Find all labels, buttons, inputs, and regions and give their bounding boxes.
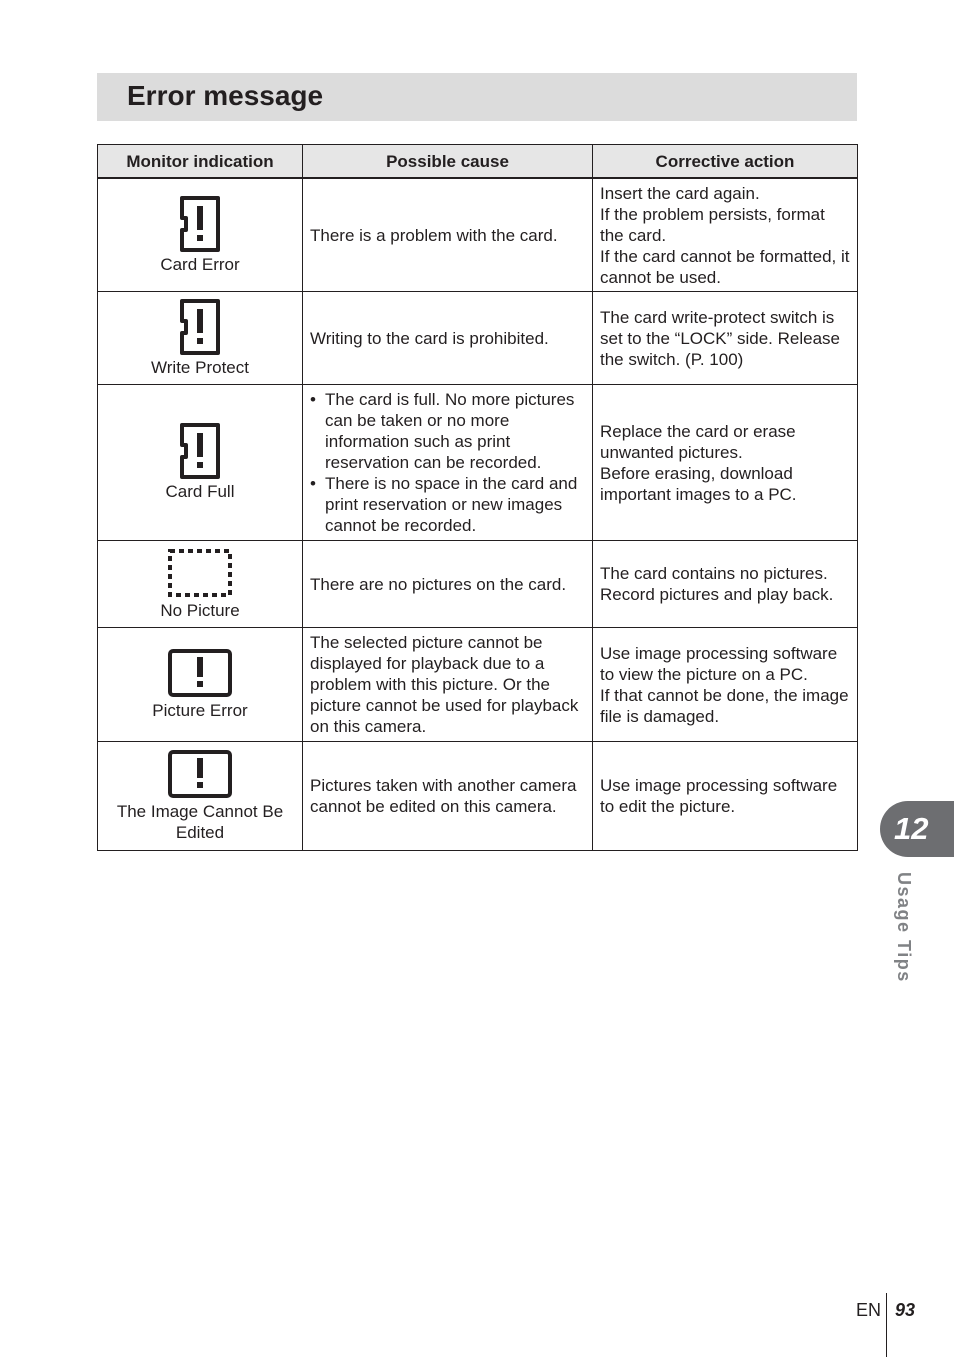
cause-bullet-list xyxy=(310,389,585,536)
monitor-indication-cell xyxy=(98,178,303,292)
table-row xyxy=(98,385,858,541)
monitor-indication-cell xyxy=(98,742,303,851)
card-error-icon xyxy=(178,196,222,252)
chapter-tab xyxy=(880,801,954,857)
chapter-label: Usage Tips xyxy=(894,872,914,983)
error-message-table xyxy=(97,144,858,851)
picture-error-icon xyxy=(167,648,233,698)
action-cell xyxy=(593,742,858,851)
indication-label: The Image Cannot Be Edited xyxy=(116,802,284,842)
action-line: If that cannot be done, the image file is damaged. xyxy=(600,685,849,726)
cause-cell: There is a problem with the card. xyxy=(303,178,593,292)
action-line: Insert the card again. xyxy=(600,183,760,203)
list-item: • There is no space in the card and print reservation or new images cannot be recorded. xyxy=(310,473,585,536)
action-line: Use image processing software to view the picture on a PC. xyxy=(600,643,838,684)
chapter-number: 12 xyxy=(894,811,929,846)
action-line: The card contains no pictures. xyxy=(600,564,828,583)
image-cannot-be-edited-icon xyxy=(167,749,233,799)
indication-label: Picture Error xyxy=(152,701,248,720)
section-title-bar xyxy=(97,73,857,121)
indication-label: Write Protect xyxy=(151,357,249,377)
action-line: Use image processing software to edit the picture. xyxy=(600,776,838,816)
footer-divider xyxy=(886,1293,887,1357)
action-line: The card write-protect switch is set to the “LOCK” side. Release the switch. (P. 100) xyxy=(600,307,841,369)
action-cell xyxy=(593,292,858,385)
write-protect-icon xyxy=(178,299,222,355)
cause-cell xyxy=(303,385,593,541)
action-cell xyxy=(593,541,858,628)
table-row xyxy=(98,742,858,851)
cause-cell: There are no pictures on the card. xyxy=(303,541,593,628)
table-row xyxy=(98,541,858,628)
list-item: • The card is full. No more pictures can be taken or no more information such as print reservation can be recorded. xyxy=(310,389,585,473)
action-line: Record pictures and play back. xyxy=(600,585,834,604)
indication-label: Card Full xyxy=(165,482,235,501)
footer-language: EN xyxy=(856,1300,882,1320)
table-header-row xyxy=(98,145,858,179)
action-cell xyxy=(593,628,858,742)
page-title: Error message xyxy=(127,80,324,111)
cause-cell: Writing to the card is prohibited. xyxy=(303,292,593,385)
action-line: Before erasing, download important images to a PC. xyxy=(600,463,797,504)
card-full-icon xyxy=(178,423,222,479)
cause-cell: The selected picture cannot be displayed for playback due to a problem with this picture. Or the picture cannot be used for playback on this camera. xyxy=(303,628,593,742)
cause-cell: Pictures taken with another camera cannot be edited on this camera. xyxy=(303,742,593,851)
header-monitor-indication: Monitor indication xyxy=(98,145,303,179)
table-row xyxy=(98,178,858,292)
monitor-indication-cell xyxy=(98,385,303,541)
action-cell xyxy=(593,385,858,541)
table-row xyxy=(98,292,858,385)
table-row xyxy=(98,628,858,742)
no-picture-icon xyxy=(167,548,233,598)
monitor-indication-cell xyxy=(98,292,303,385)
monitor-indication-cell xyxy=(98,628,303,742)
action-line: Replace the card or erase unwanted pictures. xyxy=(600,421,796,462)
action-line: If the card cannot be formatted, it cannot be used. xyxy=(600,246,850,287)
page-number: 93 xyxy=(895,1300,916,1320)
indication-label: No Picture xyxy=(160,600,240,620)
indication-label: Card Error xyxy=(160,254,240,274)
header-corrective-action: Corrective action xyxy=(593,145,858,179)
action-line: If the problem persists, format the card. xyxy=(600,204,825,245)
header-possible-cause: Possible cause xyxy=(303,145,593,179)
action-cell xyxy=(593,178,858,292)
monitor-indication-cell xyxy=(98,541,303,628)
